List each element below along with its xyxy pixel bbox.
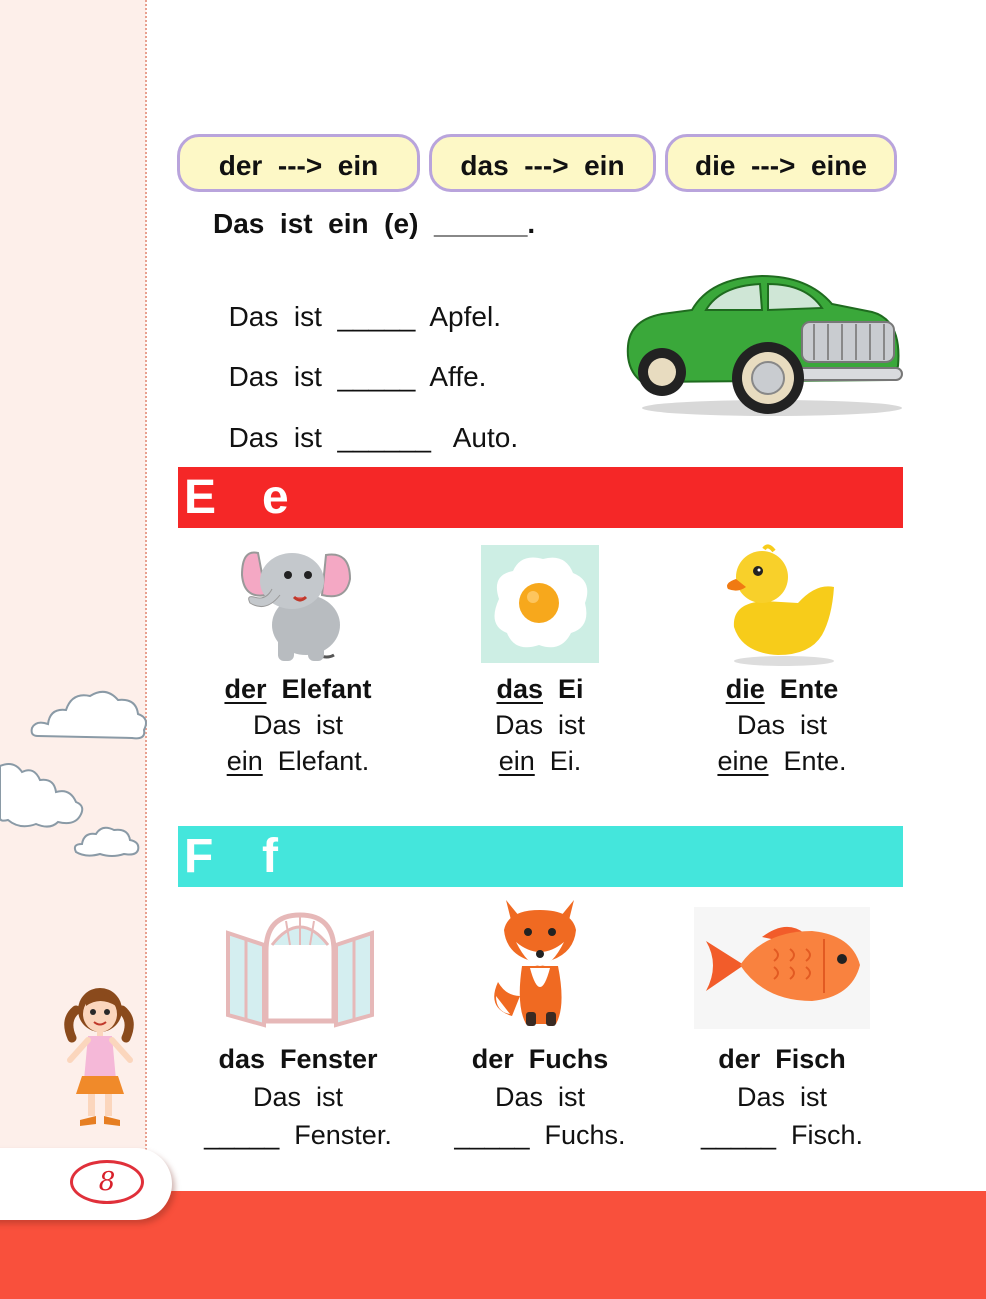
fill-blank[interactable]: _____ [337, 361, 416, 392]
fill-blank[interactable]: ______ [337, 422, 431, 453]
sentence-end [178, 743, 418, 779]
noun-end: Fenster. [294, 1120, 392, 1150]
elephant-image [238, 545, 356, 667]
exercise-line [213, 390, 518, 454]
letter-upper: E [184, 471, 217, 524]
word-heading [420, 671, 660, 707]
letter-lower: f [262, 830, 278, 883]
girl-image [60, 980, 140, 1128]
rule-pill-das [429, 134, 656, 192]
rule-result: ein [584, 150, 625, 181]
sentence-start: Das ist [252, 710, 344, 740]
rule-arrow: ---> [277, 150, 323, 181]
article: die [725, 674, 765, 704]
section-f-bar [178, 826, 903, 887]
exercise-pattern: Das ist ein (e) ______. [213, 208, 536, 239]
line-start: Das ist [228, 301, 322, 332]
cloud-image [0, 758, 86, 832]
line-noun: Apfel. [429, 301, 501, 332]
fox-image [492, 896, 588, 1030]
line-noun: Auto. [452, 422, 519, 453]
word-card-fisch [662, 1040, 902, 1154]
sentence-start: Das ist [494, 1082, 586, 1112]
page-number: 8 [98, 1167, 116, 1197]
duck-image [724, 543, 840, 667]
fried-egg-image [481, 545, 599, 663]
fill-blank[interactable]: _____ [700, 1120, 777, 1150]
sentence-end [662, 743, 902, 779]
noun-end: Elefant. [277, 746, 370, 776]
indefinite-article: eine [717, 746, 769, 776]
exercise-line [213, 329, 486, 393]
word-card-elefant [178, 671, 418, 779]
line-start: Das ist [228, 361, 322, 392]
line-start: Das ist [228, 422, 322, 453]
noun: Ente [779, 674, 839, 704]
sentence-start: Das ist [252, 1082, 344, 1112]
line-noun: Affe. [429, 361, 487, 392]
rule-arrow: ---> [751, 150, 796, 181]
noun-end: Fisch. [791, 1120, 864, 1150]
section-e-bar [178, 467, 903, 528]
word-heading: der Fuchs [471, 1044, 609, 1074]
cloud-image [72, 822, 142, 860]
sentence-start: Das ist [736, 1082, 828, 1112]
sentence-start: Das ist [736, 710, 828, 740]
noun: Ei [558, 674, 584, 704]
cloud-image [28, 678, 150, 750]
indefinite-article: ein [498, 746, 535, 776]
word-card-ente [662, 671, 902, 779]
word-card-fuchs [420, 1040, 660, 1154]
sentence-end [420, 1116, 660, 1154]
word-card-ei [420, 671, 660, 779]
noun: Elefant [281, 674, 372, 704]
fish-image [694, 907, 870, 1029]
rule-result: ein [337, 150, 379, 181]
fill-blank[interactable]: _____ [454, 1120, 530, 1150]
sentence-end [420, 743, 660, 779]
window-image [216, 905, 382, 1029]
article: der [224, 674, 267, 704]
word-card-fenster [178, 1040, 418, 1154]
sentence-start: Das ist [494, 710, 586, 740]
noun-end: Fuchs. [544, 1120, 626, 1150]
sentence-end [662, 1116, 902, 1154]
rule-article: die [695, 150, 736, 181]
word-heading: das Fenster [218, 1044, 378, 1074]
article: das [496, 674, 543, 704]
noun-end: Ente. [783, 746, 847, 776]
rule-article: der [218, 150, 263, 181]
fill-blank[interactable]: _____ [204, 1120, 280, 1150]
letter-lower: e [262, 471, 289, 524]
margin-dotted-line [145, 0, 147, 1190]
sentence-end [178, 1116, 418, 1154]
rule-pill-der [177, 134, 420, 192]
word-heading: der Fisch [718, 1044, 846, 1074]
indefinite-article: ein [226, 746, 263, 776]
noun-end: Ei. [549, 746, 582, 776]
rule-arrow: ---> [524, 150, 569, 181]
exercise-line [213, 269, 501, 333]
rule-article: das [460, 150, 509, 181]
rule-pill-die [665, 134, 897, 192]
letter-upper: F [184, 830, 214, 883]
rule-result: eine [810, 150, 867, 181]
word-heading [178, 671, 418, 707]
car-image [622, 270, 906, 420]
word-heading [662, 671, 902, 707]
fill-blank[interactable]: _____ [337, 301, 416, 332]
